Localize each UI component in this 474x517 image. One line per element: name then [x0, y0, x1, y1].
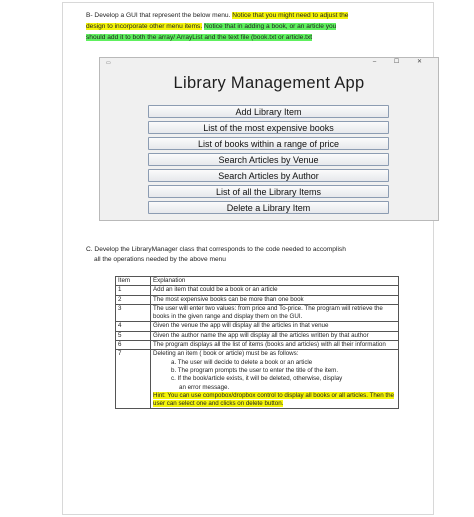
- delete-item-button[interactable]: Delete a Library Item: [148, 201, 389, 214]
- section-c-heading: [86, 245, 416, 265]
- row-explanation: The program displays all the list of items (books and articles) with all their information: [151, 341, 399, 350]
- hint-text: Hint: You can use compobox/dropbox control to display all books or all articles. Then the user can select one and clicks on delete button.: [153, 391, 394, 408]
- row-explanation: Add an item that could be a book or an article: [151, 286, 399, 295]
- app-title: Library Management App: [173, 74, 365, 92]
- price-range-books-button[interactable]: List of books within a range of price: [148, 137, 389, 150]
- window-controls[interactable]: – ☐ ✕: [372, 59, 430, 65]
- row-number: 6: [116, 341, 151, 350]
- add-item-button[interactable]: Add Library Item: [148, 105, 389, 118]
- intro-green-highlight: Notice that in adding a book, or an article you: [204, 23, 337, 30]
- row-number: 1: [116, 286, 151, 295]
- table-row: [116, 304, 399, 322]
- table-row: [116, 331, 399, 340]
- table-row: [116, 295, 399, 304]
- table-row: [116, 286, 399, 295]
- row-explanation: The most expensive books can be more than one book: [151, 295, 399, 304]
- row-number: 3: [116, 304, 151, 322]
- table-row: [116, 322, 399, 331]
- row-number: 7: [116, 350, 151, 409]
- intro-highlight: Notice that you might need to adjust the: [232, 12, 349, 19]
- search-venue-button[interactable]: Search Articles by Venue: [148, 153, 389, 166]
- list-all-items-button[interactable]: List of all the Library Items: [148, 185, 389, 198]
- row-explanation: Given the author name the app will display all the articles written by that author: [151, 331, 399, 340]
- intro-green-highlight: should add it to both the array/ ArrayList and the text file (book.txt or article.txt: [86, 34, 313, 41]
- header-explanation: Explanation: [151, 277, 399, 286]
- table-header-row: [116, 277, 399, 286]
- delete-step-c: c. If the book/article exists, it will be deleted, otherwise, display: [171, 375, 343, 383]
- table-row: [116, 341, 399, 350]
- operations-table: [115, 276, 399, 409]
- row-number: 2: [116, 295, 151, 304]
- section-c-line: C. Develop the LibraryManager class that corresponds to the code needed to accomplish: [86, 246, 346, 253]
- row-explanation: The user will enter two values: from price and To-price. The program will retrieve the books in the given range and display them on the GUI.: [151, 304, 399, 322]
- delete-step-b: b. The program prompts the user to enter the title of the item.: [171, 366, 339, 374]
- delete-step-a: a. The user will decide to delete a book or an article: [171, 358, 313, 366]
- row-number: 5: [116, 331, 151, 340]
- intro-paragraph: [86, 10, 426, 43]
- intro-highlight: design to incorporate other menu items.: [86, 23, 203, 30]
- app-window: [99, 57, 439, 221]
- search-author-button[interactable]: Search Articles by Author: [148, 169, 389, 182]
- delete-step-c-cont: an error message.: [179, 383, 230, 391]
- delete-lead: Deleting an item ( book or article) must be as follows:: [153, 350, 299, 358]
- section-c-line: all the operations needed by the above menu: [94, 256, 226, 263]
- app-icon: ▭: [106, 60, 111, 66]
- window-titlebar: [100, 58, 438, 67]
- row-explanation: [151, 350, 399, 409]
- row-explanation: Given the venue the app will display all the articles in that venue: [151, 322, 399, 331]
- most-expensive-books-button[interactable]: List of the most expensive books: [148, 121, 389, 134]
- header-item: Item: [116, 277, 151, 286]
- table-row: [116, 350, 399, 409]
- row-number: 4: [116, 322, 151, 331]
- intro-text: B- Develop a GUI that represent the below menu.: [86, 12, 231, 19]
